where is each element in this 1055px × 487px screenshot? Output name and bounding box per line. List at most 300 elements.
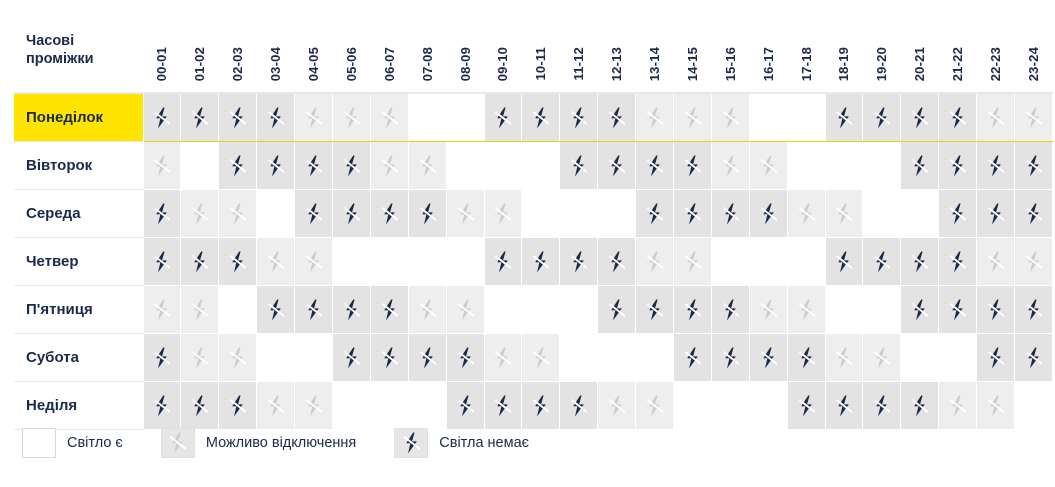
schedule-cell [446, 334, 484, 382]
schedule-cell [295, 93, 333, 142]
legend-swatch-maybe [161, 428, 195, 458]
bolt-off-light-icon [305, 107, 322, 129]
schedule-cell [522, 334, 560, 382]
bolt-off-dark-icon [911, 299, 928, 321]
hour-header-01-02 [181, 8, 219, 93]
schedule-cell [636, 238, 674, 286]
schedule-cell [673, 238, 711, 286]
schedule-cell [749, 142, 787, 190]
bolt-off-dark-icon [646, 155, 663, 177]
bolt-off-dark-icon [457, 347, 474, 369]
schedule-cell [977, 382, 1015, 430]
bolt-off-dark-icon [1025, 203, 1042, 225]
table-header [14, 8, 1052, 93]
schedule-cell [863, 286, 901, 334]
bolt-off-dark-icon [494, 107, 511, 129]
hour-header-19-20 [863, 8, 901, 93]
schedule-cell [370, 334, 408, 382]
schedule-cell [825, 190, 863, 238]
schedule-cell [446, 286, 484, 334]
bolt-off-light-icon [684, 251, 701, 273]
schedule-cell [219, 334, 257, 382]
bolt-off-dark-icon [153, 347, 170, 369]
table-row [14, 142, 1052, 190]
hour-header-label: 11-12 [571, 47, 587, 81]
bolt-off-dark-icon [722, 299, 739, 321]
bolt-off-dark-icon [684, 299, 701, 321]
bolt-off-dark-icon [153, 203, 170, 225]
schedule-cell [522, 93, 560, 142]
hour-header-label: 09-10 [495, 46, 511, 81]
bolt-off-dark-icon [570, 155, 587, 177]
schedule-cell [446, 142, 484, 190]
schedule-cell [219, 286, 257, 334]
schedule-cell [522, 142, 560, 190]
schedule-cell [484, 334, 522, 382]
schedule-cell [636, 286, 674, 334]
bolt-off-light-icon [153, 299, 170, 321]
hour-header-label: 07-08 [419, 46, 435, 81]
schedule-cell [408, 286, 446, 334]
schedule-cell [257, 190, 295, 238]
bolt-off-dark-icon [608, 299, 625, 321]
day-label-6: Неділя [14, 382, 143, 430]
schedule-cell [408, 142, 446, 190]
schedule-cell [143, 382, 181, 430]
schedule-cell [901, 382, 939, 430]
schedule-cell [408, 238, 446, 286]
bolt-off-dark-icon [835, 395, 852, 417]
bolt-off-dark-icon [381, 203, 398, 225]
schedule-cell [1014, 382, 1052, 430]
schedule-cell [901, 286, 939, 334]
schedule-cell [257, 142, 295, 190]
bolt-off-light-icon [343, 107, 360, 129]
schedule-cell [181, 382, 219, 430]
schedule-cell [977, 238, 1015, 286]
bolt-off-light-icon [191, 347, 208, 369]
schedule-cell [711, 286, 749, 334]
bolt-off-light-icon [798, 299, 815, 321]
bolt-off-dark-icon [608, 107, 625, 129]
bolt-off-dark-icon [267, 299, 284, 321]
schedule-cell [825, 382, 863, 430]
bolt-off-dark-icon [153, 251, 170, 273]
bolt-off-dark-icon [570, 395, 587, 417]
schedule-cell [787, 93, 825, 142]
bolt-off-dark-icon [532, 395, 549, 417]
schedule-cell [181, 238, 219, 286]
hour-header-14-15 [673, 8, 711, 93]
schedule-cell [370, 142, 408, 190]
bolt-off-dark-icon [873, 395, 890, 417]
bolt-off-light-icon [722, 155, 739, 177]
bolt-off-dark-icon [987, 299, 1004, 321]
schedule-cell [598, 334, 636, 382]
bolt-off-dark-icon [343, 155, 360, 177]
hour-header-label: 06-07 [381, 46, 397, 81]
legend-swatch-on [22, 428, 56, 458]
schedule-cell [560, 238, 598, 286]
bolt-off-light-icon [608, 395, 625, 417]
schedule-cell [939, 382, 977, 430]
schedule-cell [901, 142, 939, 190]
bolt-off-light-icon [873, 347, 890, 369]
bolt-off-dark-icon [608, 155, 625, 177]
schedule-cell [711, 93, 749, 142]
bolt-off-light-icon [305, 251, 322, 273]
corner-label-line1: Часові [26, 33, 75, 49]
bolt-off-light-icon [1025, 107, 1042, 129]
schedule-cell [219, 382, 257, 430]
table-row [14, 286, 1052, 334]
hour-header-label: 16-17 [760, 46, 776, 81]
legend-swatch-off [394, 428, 428, 458]
schedule-cell [636, 93, 674, 142]
bolt-off-light-icon [457, 203, 474, 225]
bolt-off-light-icon [760, 155, 777, 177]
bolt-off-light-icon [835, 347, 852, 369]
schedule-cell [295, 142, 333, 190]
schedule-cell [522, 382, 560, 430]
schedule-cell [787, 142, 825, 190]
bolt-off-dark-icon [267, 155, 284, 177]
bolt-off-dark-icon [381, 299, 398, 321]
bolt-off-dark-icon [911, 155, 928, 177]
hour-header-03-04 [257, 8, 295, 93]
bolt-off-dark-icon [646, 299, 663, 321]
bolt-off-dark-icon [798, 347, 815, 369]
bolt-off-dark-icon [305, 203, 322, 225]
hour-header-05-06 [332, 8, 370, 93]
bolt-off-light-icon [646, 107, 663, 129]
schedule-cell [749, 190, 787, 238]
schedule-cell [257, 334, 295, 382]
bolt-off-dark-icon [987, 155, 1004, 177]
hour-header-label: 08-09 [457, 46, 473, 81]
hour-header-10-11 [522, 8, 560, 93]
bolt-off-light-icon [760, 299, 777, 321]
bolt-off-light-icon [229, 347, 246, 369]
bolt-off-light-icon [267, 395, 284, 417]
schedule-cell [181, 286, 219, 334]
bolt-off-dark-icon [949, 299, 966, 321]
bolt-off-dark-icon [911, 251, 928, 273]
bolt-off-light-icon [381, 155, 398, 177]
bolt-off-dark-icon [305, 155, 322, 177]
bolt-off-dark-icon [457, 395, 474, 417]
bolt-off-dark-icon [267, 107, 284, 129]
bolt-off-dark-icon [570, 107, 587, 129]
bolt-off-light-icon [987, 107, 1004, 129]
legend-label-maybe: Можливо відключення [205, 435, 357, 451]
bolt-off-dark-icon [191, 395, 208, 417]
schedule-cell [673, 93, 711, 142]
day-label-1: Вівторок [14, 142, 143, 190]
schedule-cell [1014, 190, 1052, 238]
bolt-off-dark-icon [835, 251, 852, 273]
schedule-cell [636, 382, 674, 430]
schedule-cell [863, 334, 901, 382]
schedule-cell [598, 382, 636, 430]
bolt-off-light-icon [381, 107, 398, 129]
schedule-cell [939, 238, 977, 286]
bolt-off-dark-icon [987, 203, 1004, 225]
schedule-cell [484, 382, 522, 430]
bolt-off-light-icon [419, 299, 436, 321]
legend-item-maybe [161, 428, 356, 458]
schedule-cell [408, 190, 446, 238]
bolt-off-light-icon [494, 347, 511, 369]
hour-header-11-12 [560, 8, 598, 93]
bolt-off-dark-icon [532, 107, 549, 129]
bolt-off-light-icon [949, 395, 966, 417]
schedule-cell [332, 286, 370, 334]
schedule-cell [749, 286, 787, 334]
schedule-cell [939, 286, 977, 334]
schedule-cell [181, 142, 219, 190]
hour-header-18-19 [825, 8, 863, 93]
bolt-off-dark-icon [1025, 155, 1042, 177]
bolt-off-dark-icon [1025, 347, 1042, 369]
schedule-cell [484, 238, 522, 286]
bolt-off-dark-icon [343, 203, 360, 225]
table-row [14, 382, 1052, 430]
schedule-cell [901, 190, 939, 238]
bolt-off-dark-icon [343, 299, 360, 321]
bolt-off-dark-icon [949, 155, 966, 177]
schedule-cell [711, 142, 749, 190]
hour-header-17-18 [787, 8, 825, 93]
day-label-3: Четвер [14, 238, 143, 286]
header-row [14, 8, 1052, 93]
bolt-off-dark-icon [949, 107, 966, 129]
hour-header-label: 00-01 [154, 46, 170, 81]
table-row [14, 190, 1052, 238]
schedule-cell [257, 286, 295, 334]
schedule-cell [863, 382, 901, 430]
table-row [14, 334, 1052, 382]
schedule-cell [598, 286, 636, 334]
schedule-cell [370, 286, 408, 334]
bolt-off-light-icon [987, 395, 1004, 417]
schedule-cell [977, 93, 1015, 142]
hour-header-13-14 [636, 8, 674, 93]
schedule-cell [295, 382, 333, 430]
schedule-cell [863, 93, 901, 142]
schedule-cell [636, 334, 674, 382]
hour-header-21-22 [939, 8, 977, 93]
schedule-cell [598, 238, 636, 286]
schedule-cell [219, 142, 257, 190]
schedule-cell [522, 286, 560, 334]
bolt-off-light-icon [229, 203, 246, 225]
bolt-off-light-icon [267, 251, 284, 273]
table-row [14, 93, 1052, 142]
schedule-cell [560, 142, 598, 190]
bolt-off-light-icon [722, 107, 739, 129]
bolt-off-dark-icon [343, 347, 360, 369]
schedule-cell [143, 238, 181, 286]
schedule-cell [901, 93, 939, 142]
schedule-cell [332, 238, 370, 286]
schedule-cell [1014, 286, 1052, 334]
bolt-off-light-icon [646, 395, 663, 417]
hour-header-label: 19-20 [874, 46, 890, 81]
bolt-off-light-icon [835, 203, 852, 225]
schedule-cell [825, 238, 863, 286]
bolt-off-dark-icon [191, 251, 208, 273]
bolt-off-dark-icon [684, 347, 701, 369]
schedule-cell [257, 93, 295, 142]
schedule-cell [749, 382, 787, 430]
schedule-cell [1014, 334, 1052, 382]
day-label-0: Понеділок [14, 93, 143, 142]
bolt-off-dark-icon [684, 155, 701, 177]
schedule-cell [901, 238, 939, 286]
schedule-cell [787, 238, 825, 286]
schedule-cell [598, 93, 636, 142]
schedule-cell [787, 334, 825, 382]
schedule-cell [825, 142, 863, 190]
schedule-cell [825, 286, 863, 334]
bolt-off-light-icon [532, 347, 549, 369]
schedule-cell [143, 142, 181, 190]
schedule-cell [1014, 93, 1052, 142]
outage-schedule-table [14, 8, 1053, 430]
bolt-off-dark-icon [305, 299, 322, 321]
hour-header-label: 01-02 [192, 46, 208, 81]
bolt-off-dark-icon [873, 107, 890, 129]
bolt-off-dark-icon [835, 107, 852, 129]
hour-header-label: 21-22 [950, 46, 966, 81]
schedule-cell [977, 190, 1015, 238]
bolt-off-dark-icon [532, 251, 549, 273]
legend-item-off [394, 428, 529, 458]
schedule-cell [787, 286, 825, 334]
legend [22, 428, 567, 458]
table-row [14, 238, 1052, 286]
schedule-cell [939, 142, 977, 190]
schedule-cell [711, 190, 749, 238]
table-body [14, 93, 1052, 430]
hour-header-15-16 [711, 8, 749, 93]
schedule-cell [219, 93, 257, 142]
bolt-off-dark-icon [608, 251, 625, 273]
schedule-cell [939, 190, 977, 238]
schedule-cell [787, 382, 825, 430]
bolt-off-dark-icon [494, 251, 511, 273]
bolt-off-dark-icon [760, 347, 777, 369]
bolt-off-light-icon [798, 203, 815, 225]
schedule-cell [598, 190, 636, 238]
schedule-cell [143, 286, 181, 334]
schedule-cell [560, 334, 598, 382]
schedule-cell [408, 382, 446, 430]
bolt-off-dark-icon [191, 107, 208, 129]
bolt-off-dark-icon [419, 347, 436, 369]
hour-header-label: 20-21 [912, 46, 928, 81]
hour-header-12-13 [598, 8, 636, 93]
hour-header-label: 05-06 [343, 46, 359, 81]
schedule-cell [673, 334, 711, 382]
schedule-cell [749, 238, 787, 286]
bolt-off-dark-icon [798, 395, 815, 417]
hour-header-02-03 [219, 8, 257, 93]
schedule-cell [1014, 238, 1052, 286]
schedule-cell [143, 190, 181, 238]
hour-header-label: 22-23 [988, 46, 1004, 81]
hour-header-label: 17-18 [798, 46, 814, 81]
bolt-off-dark-icon [419, 203, 436, 225]
hour-header-label: 03-04 [268, 46, 284, 81]
bolt-off-light-icon [1025, 251, 1042, 273]
schedule-cell [446, 238, 484, 286]
schedule-cell [181, 190, 219, 238]
schedule-cell [332, 334, 370, 382]
schedule-cell [332, 382, 370, 430]
schedule-cell [295, 190, 333, 238]
bolt-off-dark-icon [381, 347, 398, 369]
bolt-off-dark-icon [229, 251, 246, 273]
legend-label-on: Світло є [67, 435, 123, 451]
schedule-cell [560, 190, 598, 238]
bolt-off-dark-icon [873, 251, 890, 273]
day-label-5: Субота [14, 334, 143, 382]
hour-header-23-24 [1014, 8, 1052, 93]
schedule-cell [408, 93, 446, 142]
day-label-4: П'ятниця [14, 286, 143, 334]
hour-header-16-17 [749, 8, 787, 93]
hour-header-06-07 [370, 8, 408, 93]
schedule-cell [446, 190, 484, 238]
bolt-off-dark-icon [229, 395, 246, 417]
schedule-cell [257, 382, 295, 430]
schedule-cell [560, 286, 598, 334]
bolt-off-dark-icon [1025, 299, 1042, 321]
bolt-off-dark-icon [229, 107, 246, 129]
bolt-off-dark-icon [494, 395, 511, 417]
legend-label-off: Світла немає [439, 435, 530, 451]
bolt-off-dark-icon [684, 203, 701, 225]
hour-header-label: 14-15 [684, 46, 700, 81]
table-corner-header [14, 8, 143, 93]
schedule-cell [673, 286, 711, 334]
schedule-cell [484, 286, 522, 334]
bolt-off-dark-icon [229, 155, 246, 177]
schedule-cell [901, 334, 939, 382]
schedule-cell [332, 142, 370, 190]
bolt-off-dark-icon [760, 203, 777, 225]
bolt-off-light-icon [457, 299, 474, 321]
schedule-cell [749, 93, 787, 142]
bolt-off-dark-icon [722, 347, 739, 369]
hour-header-07-08 [408, 8, 446, 93]
schedule-cell [863, 142, 901, 190]
hour-header-label: 10-11 [533, 47, 549, 81]
bolt-off-dark-icon [646, 203, 663, 225]
schedule-cell [787, 190, 825, 238]
bolt-off-dark-icon [987, 347, 1004, 369]
bolt-off-light-icon [153, 155, 170, 177]
bolt-off-light-icon [419, 155, 436, 177]
schedule-cell [560, 382, 598, 430]
hour-header-label: 13-14 [647, 46, 663, 81]
schedule-cell [711, 382, 749, 430]
schedule-cell [408, 334, 446, 382]
bolt-off-dark-icon [722, 203, 739, 225]
hour-header-label: 12-13 [609, 46, 625, 81]
